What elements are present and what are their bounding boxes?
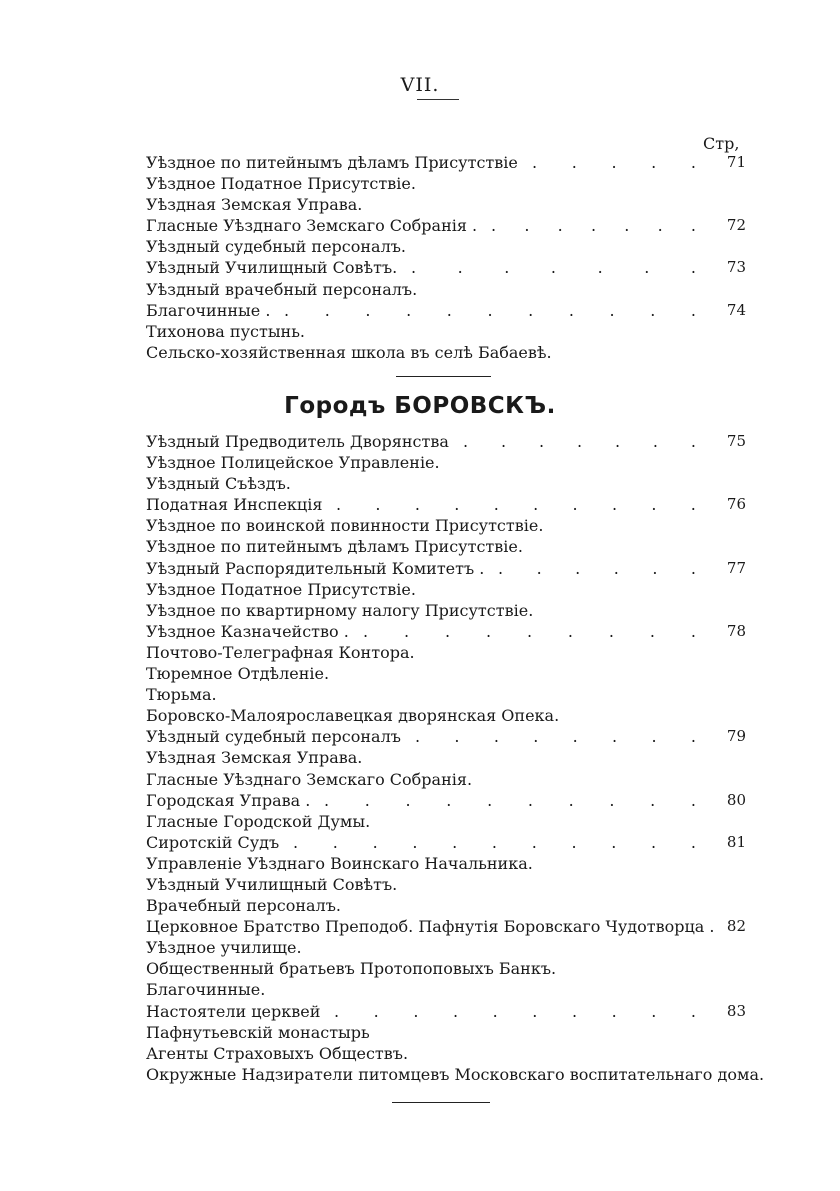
toc-entry: [146, 1043, 746, 1064]
toc-entry-label: Агенты Страховыхъ Обществъ.: [146, 1043, 409, 1063]
toc-entry-label: Гласные Уѣзднаго Земскаго Собранія .: [146, 216, 478, 236]
toc-entry-label: Уѣздное по питейнымъ дѣламъ Присутствіе: [146, 153, 518, 172]
toc-leader-dots: . . . . . . . . . .: [334, 1001, 696, 1021]
toc-entry-label: Окружные Надзиратели питомцевъ Московскаго воспитательнаго дома.: [146, 1064, 765, 1084]
toc-entry-label: Благочинные.: [146, 980, 266, 1000]
toc-entry-label: Городская Управа .: [146, 790, 311, 810]
toc-entry: [146, 747, 746, 768]
toc-entry: [146, 173, 746, 194]
toc-entry: [146, 769, 746, 790]
toc-entry: [146, 853, 746, 874]
toc-page-number: 76: [726, 495, 746, 514]
toc-entry: [146, 279, 746, 300]
toc-leader-dots: . . . . .: [532, 153, 696, 172]
toc-entry: [146, 916, 746, 937]
toc-entry-label: Уѣздный судебный персоналъ: [146, 727, 401, 747]
toc-entry: [146, 1064, 765, 1085]
toc-entry: [146, 452, 746, 473]
toc-entry-label: Уѣздный судебный персоналъ.: [146, 237, 407, 257]
toc-page-number: 77: [726, 558, 746, 577]
toc-leader-dots: . . . . . . . . . .: [324, 790, 696, 810]
toc-entry: [146, 215, 746, 236]
section-divider: [396, 376, 491, 377]
toc-entry-label: Податная Инспекція: [146, 495, 323, 515]
toc-page-number: 81: [726, 832, 746, 851]
toc-page-number: 74: [726, 300, 746, 319]
toc-entry: [146, 621, 746, 642]
toc-leader-dots: . . . . . . . . . .: [336, 495, 696, 515]
toc-entry-label: Уѣздное по питейнымъ дѣламъ Присутствіе.: [146, 537, 523, 557]
toc-entry-label: Уѣздное училище.: [146, 938, 302, 958]
toc-entry: [146, 579, 746, 600]
page-number: VII.: [400, 74, 440, 96]
toc-entry-label: Управленіе Уѣзднаго Воинскаго Начальника.: [146, 853, 533, 873]
toc-page-number: 79: [726, 727, 746, 746]
toc-entry: [146, 194, 746, 215]
toc-entry: [146, 300, 746, 321]
toc-entry: [146, 663, 746, 684]
toc-entry-label: Уѣздный Предводитель Дворянства: [146, 432, 449, 451]
toc-entry-label: Уѣздный Училищный Совѣтъ.: [146, 874, 398, 894]
toc-entry-label: Врачебный персоналъ.: [146, 896, 341, 916]
toc-leader-dots: . . . . . . .: [491, 216, 696, 236]
toc-entry-label: Тюрьма.: [146, 685, 217, 705]
toc-entry-label: Уѣздный врачебный персоналъ.: [146, 279, 418, 299]
toc-leader-dots: . . . . . . .: [463, 432, 696, 451]
toc-entry-label: Тюремное Отдѣленіе.: [146, 664, 330, 684]
toc-entry: [146, 684, 746, 705]
toc-entry: [146, 790, 746, 811]
toc-page-number: 71: [726, 153, 746, 171]
toc-entry: [146, 473, 746, 494]
toc-entry: [146, 494, 746, 515]
page-column-header: Стр,: [703, 134, 740, 153]
toc-entry: [146, 874, 746, 895]
toc-entry: [146, 895, 746, 916]
toc-leader-dots: . . . . . . . . .: [363, 621, 696, 641]
toc-entry-label: Благочинные .: [146, 300, 271, 320]
toc-entry: [146, 811, 746, 832]
toc-entry: [146, 431, 746, 452]
toc-entry: [146, 515, 746, 536]
toc-entry-label: Почтово-Телеграфная Контора.: [146, 642, 415, 662]
toc-page-number: 82: [726, 917, 746, 936]
toc-entry-label: Настоятели церквей: [146, 1001, 321, 1021]
toc-entry-label: Сиротскій Судъ: [146, 832, 280, 852]
toc-entry: [146, 558, 746, 579]
toc-entry-label: Уѣздное Полицейское Управленіе.: [146, 453, 440, 473]
toc-entry: [146, 726, 746, 747]
end-divider: [392, 1102, 490, 1103]
toc-leader-dots: . . . . . . . . . . .: [293, 832, 696, 852]
toc-entry-label: Уѣздная Земская Управа.: [146, 748, 363, 768]
toc-entry-label: Тихонова пустынь.: [146, 321, 306, 341]
toc-entry-label: Уѣздная Земская Управа.: [146, 195, 363, 215]
toc-entry-label: Гласные Городской Думы.: [146, 811, 371, 831]
toc-entry: [146, 600, 746, 621]
toc-entry: [146, 642, 746, 663]
toc-entry: [146, 958, 746, 979]
toc-entry-label: Боровско-Малоярославецкая дворянская Опека.: [146, 706, 560, 726]
toc-entry-label: Уѣздный Училищный Совѣтъ.: [146, 258, 398, 278]
toc-entry-label: Гласные Уѣзднаго Земскаго Собранія.: [146, 769, 473, 789]
toc-leader-dots: . . . . . . .: [411, 258, 696, 278]
toc-page-number: 80: [726, 790, 746, 809]
toc-entry-label: Пафнутьевскій монастырь: [146, 1022, 370, 1042]
toc-entry-label: Церковное Братство Преподоб. Пафнутія Боровскаго Чудотворца .: [146, 917, 715, 937]
toc-leader-dots: . . . . . . . . . . .: [284, 300, 696, 320]
city-heading: Городъ БОРОВСКЪ.: [284, 393, 556, 419]
toc-entry-label: Уѣздное Казначейство .: [146, 621, 349, 641]
toc-entry-label: Сельско-хозяйственная школа въ селѣ Бабаевѣ.: [146, 342, 552, 362]
toc-entry-label: Общественный братьевъ Протопоповыхъ Банкъ.: [146, 959, 557, 979]
toc-page-number: 83: [726, 1001, 746, 1020]
toc-entry: [146, 1022, 746, 1043]
page-number-underline: [417, 99, 459, 100]
toc-entry: [146, 937, 746, 958]
toc-entry: [146, 257, 746, 278]
toc-entry: [146, 536, 746, 557]
toc-entry-label: Уѣздное Податное Присутствіе.: [146, 174, 416, 194]
toc-entry: [146, 705, 746, 726]
toc-leader-dots: . . . . . .: [498, 558, 696, 578]
toc-entry-label: Уѣздное по воинской повинности Присутствіе.: [146, 516, 544, 536]
toc-entry: [146, 342, 746, 363]
toc-entry: [146, 152, 746, 173]
toc-page-number: 78: [726, 621, 746, 640]
toc-entry: [146, 832, 746, 853]
toc-page-number: 75: [726, 432, 746, 450]
toc-entry: [146, 979, 746, 1000]
toc-entry: [146, 236, 746, 257]
toc-entry: [146, 321, 746, 342]
toc-entry-label: Уѣздное Податное Присутствіе.: [146, 579, 416, 599]
toc-leader-dots: . . . . . . . .: [415, 727, 696, 747]
toc-page-number: 73: [726, 258, 746, 277]
toc-entry-label: Уѣздный Распорядительный Комитетъ .: [146, 558, 485, 578]
toc-entry: [146, 1001, 746, 1022]
toc-page-number: 72: [726, 216, 746, 235]
city-section: [146, 431, 765, 1085]
toc-entry-label: Уѣздный Съѣздъ.: [146, 474, 291, 494]
toc-entry-label: Уѣздное по квартирному налогу Присутствіе.: [146, 600, 534, 620]
uezd-section: [146, 152, 746, 363]
